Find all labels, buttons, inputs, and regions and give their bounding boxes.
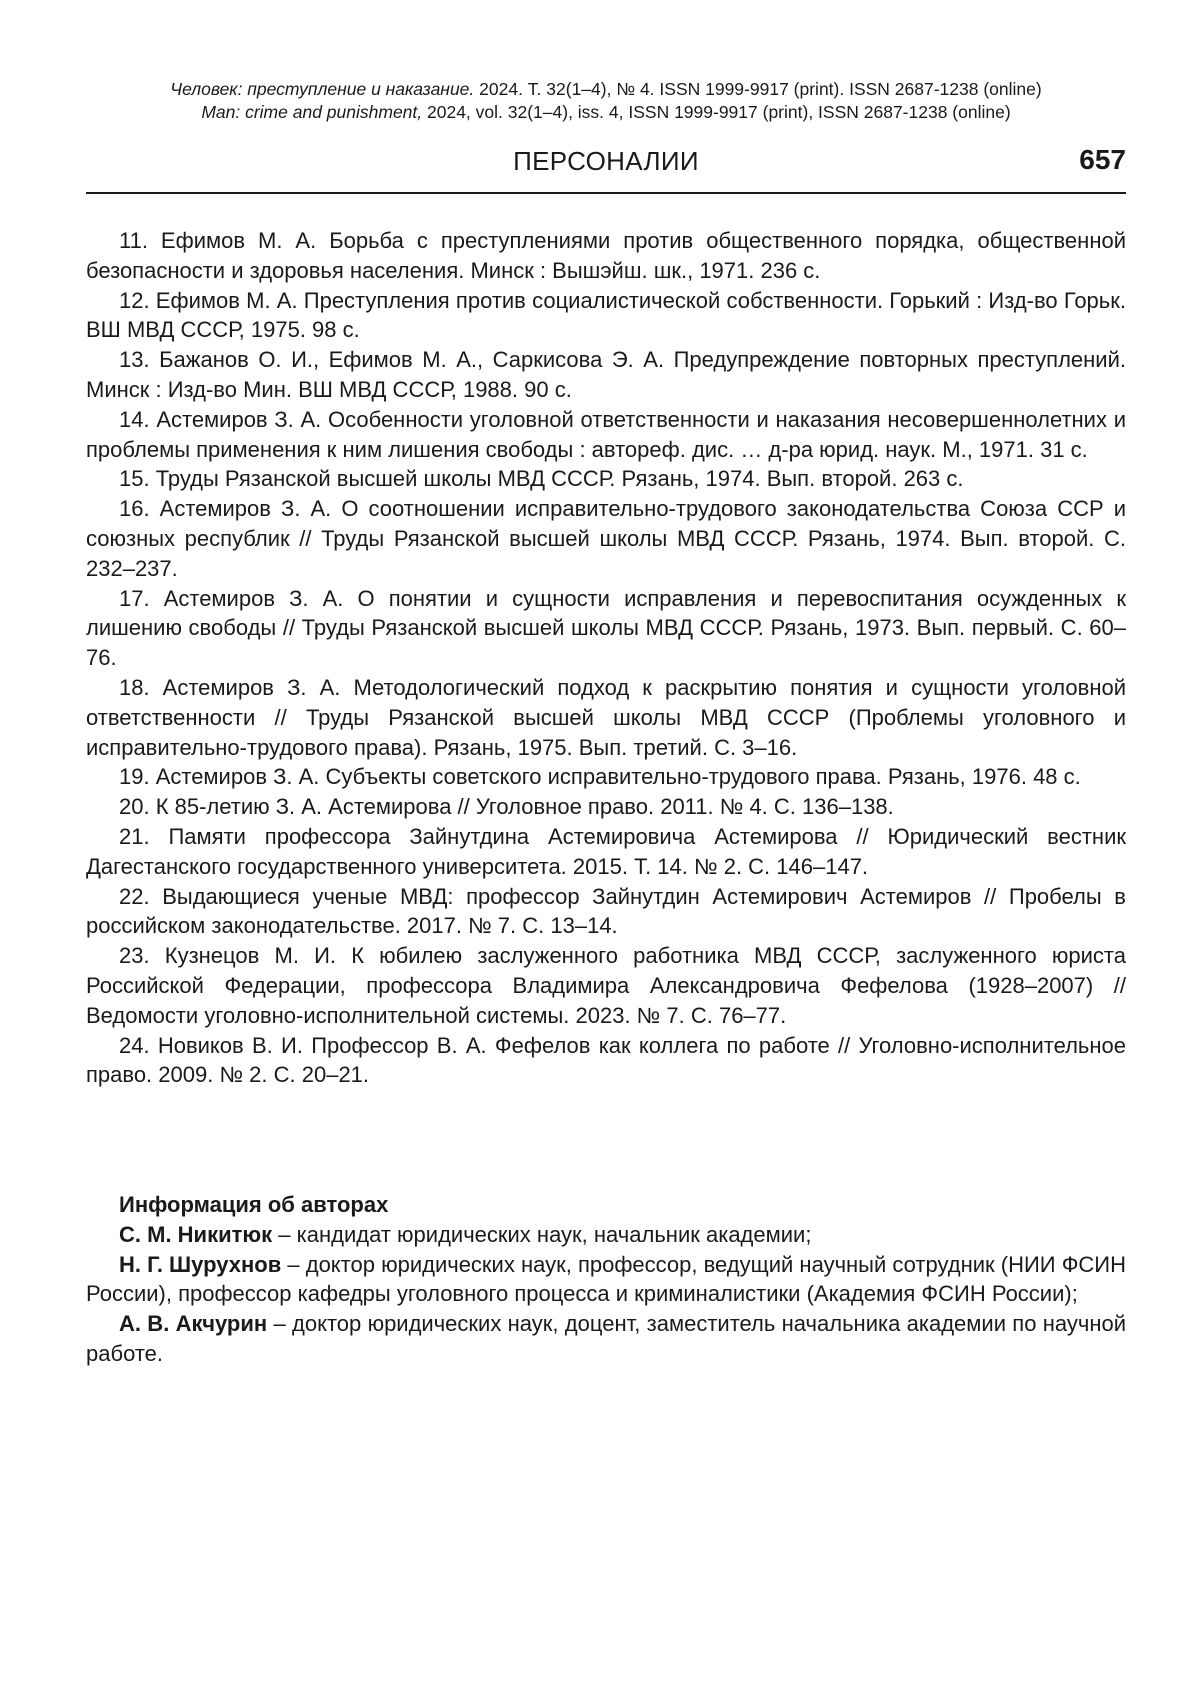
author-entry [86,1220,1126,1250]
reference-item: 23. Кузнецов М. И. К юбилею заслуженного работника МВД СССР, заслуженного юриста Российской Федерации, профессора Владимира Александровича Фефелова (1928–2007) // Ведомости уголовно-исполнительной системы. 2023. № 7. С. 76–77. [86,941,1126,1030]
journal-issue-ru: 2024. Т. 32(1–4), № 4. ISSN 1999-9917 (print). ISSN 2687-1238 (online) [474,79,1041,99]
journal-title-ru: Человек: преступление и наказание. [170,79,474,99]
reference-item: 21. Памяти профессора Зайнутдина Астемировича Астемирова // Юридический вестник Дагестанского государственного университета. 2015. Т. 14. № 2. С. 146–147. [86,822,1126,882]
author-description: – доктор юридических наук, доцент, заместитель начальника академии по научной работе. [86,1311,1126,1366]
reference-item: 16. Астемиров З. А. О соотношении исправительно-трудового законодательства Союза ССР и союзных республик // Труды Рязанской высшей школы МВД СССР. Рязань, 1974. Вып. второй. С. 232–237. [86,494,1126,583]
reference-item: 24. Новиков В. И. Профессор В. А. Фефелов как коллега по работе // Уголовно-исполнительное право. 2009. № 2. С. 20–21. [86,1031,1126,1091]
journal-header-ru [86,78,1126,101]
reference-item: 18. Астемиров З. А. Методологический подход к раскрытию понятия и сущности уголовной ответственности // Труды Рязанской высшей школы МВД СССР (Проблемы уголовного и исправительно-трудового права). Рязань, 1975. Вып. третий. С. 3–16. [86,673,1126,762]
author-name: С. М. Никитюк [119,1222,272,1247]
reference-item: 22. Выдающиеся ученые МВД: профессор Зайнутдин Астемирович Астемиров // Пробелы в российском законодательстве. 2017. № 7. С. 13–14. [86,882,1126,942]
reference-item: 17. Астемиров З. А. О понятии и сущности исправления и перевоспитания осужденных к лишению свободы // Труды Рязанской высшей школы МВД СССР. Рязань, 1973. Вып. первый. С. 60–76. [86,584,1126,673]
reference-item: 11. Ефимов М. А. Борьба с преступлениями против общественного порядка, общественной безопасности и здоровья населения. Минск : Вышэйш. шк., 1971. 236 с. [86,226,1126,286]
journal-header [86,78,1126,124]
reference-item: 20. К 85-летию З. А. Астемирова // Уголовное право. 2011. № 4. С. 136–138. [86,792,1126,822]
author-description: – кандидат юридических наук, начальник академии; [272,1222,811,1247]
reference-item: 12. Ефимов М. А. Преступления против социалистической собственности. Горький : Изд-во Горьк. ВШ МВД СССР, 1975. 98 с. [86,286,1126,346]
author-entry [86,1309,1126,1369]
authors-info [86,1190,1126,1369]
page-number: 657 [1079,144,1126,176]
journal-header-en [86,101,1126,124]
author-name: Н. Г. Шурухнов [119,1252,281,1277]
author-entry [86,1250,1126,1310]
journal-title-en: Man: crime and punishment, [201,102,422,122]
reference-item: 19. Астемиров З. А. Субъекты советского исправительно-трудового права. Рязань, 1976. 48 с. [86,762,1126,792]
author-name: А. В. Акчурин [119,1311,267,1336]
journal-issue-en: 2024, vol. 32(1–4), iss. 4, ISSN 1999-9917 (print), ISSN 2687-1238 (online) [422,102,1011,122]
reference-item: 15. Труды Рязанской высшей школы МВД СССР. Рязань, 1974. Вып. второй. 263 с. [86,464,1126,494]
reference-item: 13. Бажанов О. И., Ефимов М. А., Саркисова Э. А. Предупреждение повторных преступлений. Минск : Изд-во Мин. ВШ МВД СССР, 1988. 90 с. [86,345,1126,405]
author-description: – доктор юридических наук, профессор, ведущий научный сотрудник (НИИ ФСИН России), профессор кафедры уголовного процесса и криминалистики (Академия ФСИН России); [86,1252,1126,1307]
authors-heading: Информация об авторах [86,1190,1126,1220]
section-header [86,140,1126,194]
reference-list [86,226,1126,1090]
section-title: ПЕРСОНАЛИИ [86,146,1126,177]
reference-item: 14. Астемиров З. А. Особенности уголовной ответственности и наказания несовершеннолетних и проблемы применения к ним лишения свободы : автореф. дис. … д-ра юрид. наук. М., 1971. 31 с. [86,405,1126,465]
